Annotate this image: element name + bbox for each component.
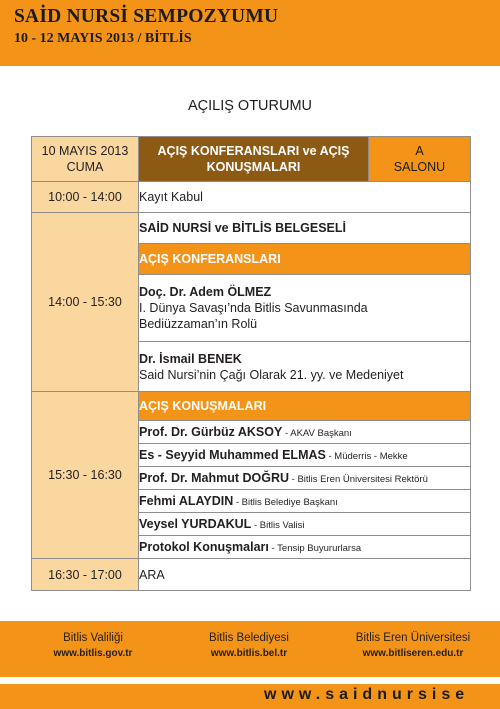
conferences-heading: AÇIŞ KONFERANSLARI <box>139 244 471 275</box>
header-banner <box>0 0 500 66</box>
talk-2 <box>139 342 471 392</box>
institution-url[interactable]: www.bitliseren.edu.tr <box>362 647 464 659</box>
speaker-5-name: Veysel YURDAKUL <box>139 516 252 531</box>
table-row <box>32 213 471 244</box>
institution-url[interactable]: www.bitlis.gov.tr <box>53 647 133 659</box>
table-row <box>32 392 471 421</box>
speaker-5 <box>139 513 471 536</box>
break-text: ARA <box>139 559 471 591</box>
symposium-title: SAİD NURSİ SEMPOZYUMU <box>14 6 279 27</box>
speaker-5-role: - Bitlis Valisi <box>251 519 305 531</box>
institution-university <box>338 631 488 661</box>
table-header-row <box>32 137 471 182</box>
institution-governorship <box>28 631 158 661</box>
speaker-6 <box>139 536 471 559</box>
website-text[interactable]: www.saidnursise <box>264 686 470 703</box>
speaker-1-role: - AKAV Başkanı <box>282 427 352 439</box>
institution-municipality <box>184 631 314 661</box>
program-heading <box>139 137 369 182</box>
table-row <box>32 182 471 213</box>
speaker-3-role: - Bitlis Eren Üniversitesi Rektörü <box>289 473 428 485</box>
institution-name: Bitlis Belediyesi <box>209 632 289 644</box>
speaker-3 <box>139 467 471 490</box>
speaker-2-name: Es - Seyyid Muhammed ELMAS <box>139 447 326 462</box>
time-registration: 10:00 - 14:00 <box>32 182 139 213</box>
talk-2-title-line1: Said Nursi’nin Çağı Olarak 21. yy. ve Medeniyet <box>139 367 404 382</box>
website-stripe <box>0 684 500 709</box>
talk-1-speaker: Doç. Dr. Adem ÖLMEZ <box>139 285 272 299</box>
talk-1-title-line2: Bediüzzaman’ın Rolü <box>139 317 258 331</box>
hall-cell <box>369 137 471 182</box>
program-heading-line1: AÇIŞ KONFERANSLARI ve AÇIŞ <box>157 144 350 158</box>
speaker-4-name: Fehmi ALAYDIN <box>139 493 234 508</box>
speaker-2-role: - Müderris - Mekke <box>325 450 408 462</box>
institution-name: Bitlis Valiliği <box>63 632 123 644</box>
registration-text: Kayıt Kabul <box>139 182 471 213</box>
speaker-1 <box>139 421 471 444</box>
hall-line1: A <box>415 144 424 158</box>
institution-url[interactable]: www.bitlis.bel.tr <box>210 647 288 659</box>
speaker-1-name: Prof. Dr. Gürbüz AKSOY <box>139 424 283 439</box>
symposium-date-location: 10 - 12 MAYIS 2013 / BİTLİS <box>14 31 192 46</box>
table-row <box>32 559 471 591</box>
footer-banner <box>0 621 500 677</box>
date-cell <box>32 137 139 182</box>
date-text: 10 MAYIS 2013 <box>41 144 129 158</box>
talk-2-speaker: Dr. İsmail BENEK <box>139 351 242 366</box>
program-heading-line2: KONUŞMALARI <box>206 160 301 174</box>
talk-1 <box>139 275 471 342</box>
talk-1-title-line1: I. Dünya Savaşı’nda Bitlis Savunmasında <box>139 301 368 315</box>
documentary-text: SAİD NURSİ ve BİTLİS BELGESELİ <box>139 213 471 244</box>
program-table <box>31 136 471 591</box>
day-text: CUMA <box>66 160 104 174</box>
speeches-heading: AÇIŞ KONUŞMALARI <box>139 392 471 421</box>
session-title: AÇILIŞ OTURUMU <box>187 98 313 114</box>
speaker-6-role: - Tensip Buyururlarsa <box>268 542 362 554</box>
time-conferences: 14:00 - 15:30 <box>32 213 139 392</box>
speaker-4 <box>139 490 471 513</box>
speaker-3-name: Prof. Dr. Mahmut DOĞRU <box>139 470 290 485</box>
time-break: 16:30 - 17:00 <box>32 559 139 591</box>
speaker-4-role: - Bitlis Belediye Başkanı <box>233 496 338 508</box>
institution-name: Bitlis Eren Üniversitesi <box>355 632 471 644</box>
time-speeches: 15:30 - 16:30 <box>32 392 139 559</box>
speaker-6-name: Protokol Konuşmaları <box>139 539 269 554</box>
speaker-2 <box>139 444 471 467</box>
hall-line2: SALONU <box>393 160 446 174</box>
